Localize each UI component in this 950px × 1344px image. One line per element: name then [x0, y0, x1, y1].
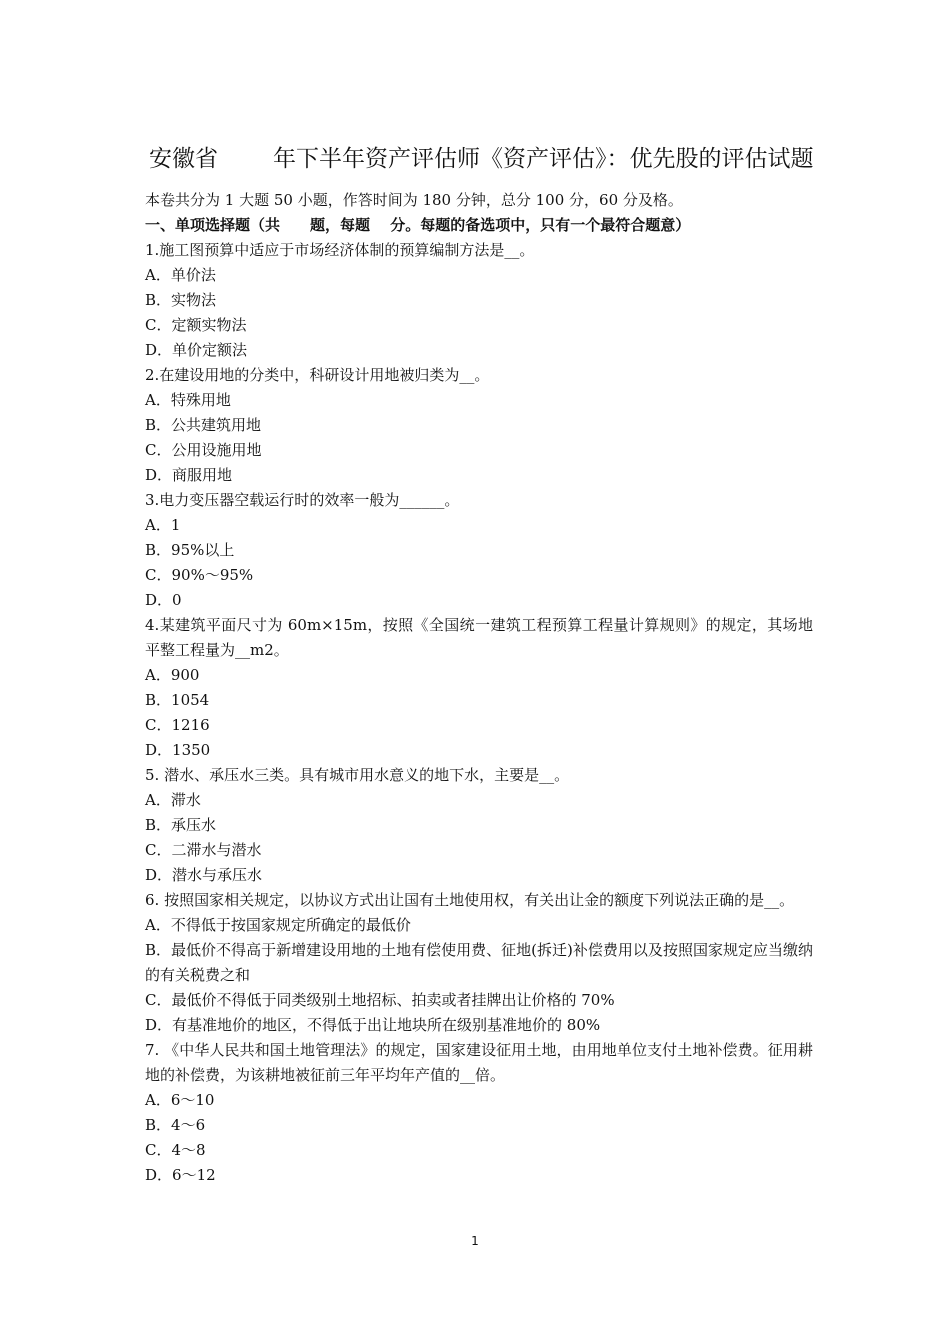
option-c: C．最低价不得低于同类级别土地招标、拍卖或者挂牌出让价格的 70%: [145, 991, 615, 1009]
page-number: 1: [471, 1234, 479, 1248]
option-d: D．潜水与承压水: [145, 866, 263, 884]
option-a: A．滞水: [145, 791, 201, 809]
question-stem: 4.某建筑平面尺寸为 60m×15m，按照《全国统一建筑工程预算工程量计算规则》的规定，其场地平整工程量为__m2。: [145, 616, 813, 659]
exam-intro: 本卷共分为 1 大题 50 小题，作答时间为 180 分钟，总分 100 分，60 分及格。: [145, 191, 683, 209]
option-c: C．1216: [145, 716, 210, 734]
option-b: B．1054: [145, 691, 210, 709]
option-d: D．0: [145, 591, 182, 609]
option-a: A．不得低于按国家规定所确定的最低价: [145, 916, 411, 934]
option-a: A．特殊用地: [145, 391, 231, 409]
option-c: C．4～8: [145, 1141, 206, 1159]
question-stem: 3.电力变压器空载运行时的效率一般为______。: [145, 491, 460, 509]
title-province: 安徽省: [149, 146, 218, 172]
option-c: C．二滞水与潜水: [145, 841, 262, 859]
option-a: A．1: [145, 516, 181, 534]
document-body: [145, 188, 813, 1188]
document-title: [0, 140, 950, 174]
question-3: [145, 488, 813, 613]
question-6: [145, 888, 813, 1038]
question-stem: 2.在建设用地的分类中，科研设计用地被归类为__。: [145, 366, 490, 384]
option-b: B．公共建筑用地: [145, 416, 262, 434]
option-b: B．承压水: [145, 816, 217, 834]
question-7: [145, 1038, 813, 1188]
question-stem: 1.施工图预算中适应于市场经济体制的预算编制方法是__。: [145, 241, 535, 259]
option-a: A．单价法: [145, 266, 216, 284]
option-d: D．6～12: [145, 1166, 216, 1184]
option-d: D．单价定额法: [145, 341, 248, 359]
option-d: D．商服用地: [145, 466, 233, 484]
option-d: D．有基准地价的地区，不得低于出让地块所在级别基准地价的 80%: [145, 1016, 601, 1034]
question-stem: 6. 按照国家相关规定，以协议方式出让国有土地使用权，有关出让金的额度下列说法正确的是__。: [145, 891, 795, 909]
option-a: A．6～10: [145, 1091, 215, 1109]
question-stem: 7. 《中华人民共和国土地管理法》的规定，国家建设征用土地，由用地单位支付土地补偿费。征用耕地的补偿费，为该耕地被征前三年平均年产值的__倍。: [145, 1041, 813, 1084]
question-4: [145, 613, 813, 763]
question-5: [145, 763, 813, 888]
question-stem: 5. 潜水、承压水三类。具有城市用水意义的地下水，主要是__。: [145, 766, 570, 784]
option-a: A．900: [145, 666, 200, 684]
option-c: C．90%～95%: [145, 566, 254, 584]
option-b: B．4～6: [145, 1116, 206, 1134]
option-b: B．95%以上: [145, 541, 235, 559]
title-main: 年下半年资产评估师《资产评估》：优先股的评估试题: [273, 146, 814, 172]
section-heading: 一、单项选择题（共 题，每题 分。每题的备选项中，只有一个最符合题意）: [145, 216, 691, 234]
option-b: B．最低价不得高于新增建设用地的土地有偿使用费、征地(拆迁)补偿费用以及按照国家规定应当缴纳的有关税费之和: [145, 941, 813, 984]
option-c: C．公用设施用地: [145, 441, 262, 459]
option-d: D．1350: [145, 741, 211, 759]
option-b: B．实物法: [145, 291, 217, 309]
option-c: C．定额实物法: [145, 316, 247, 334]
question-2: [145, 363, 813, 488]
question-1: [145, 238, 813, 363]
